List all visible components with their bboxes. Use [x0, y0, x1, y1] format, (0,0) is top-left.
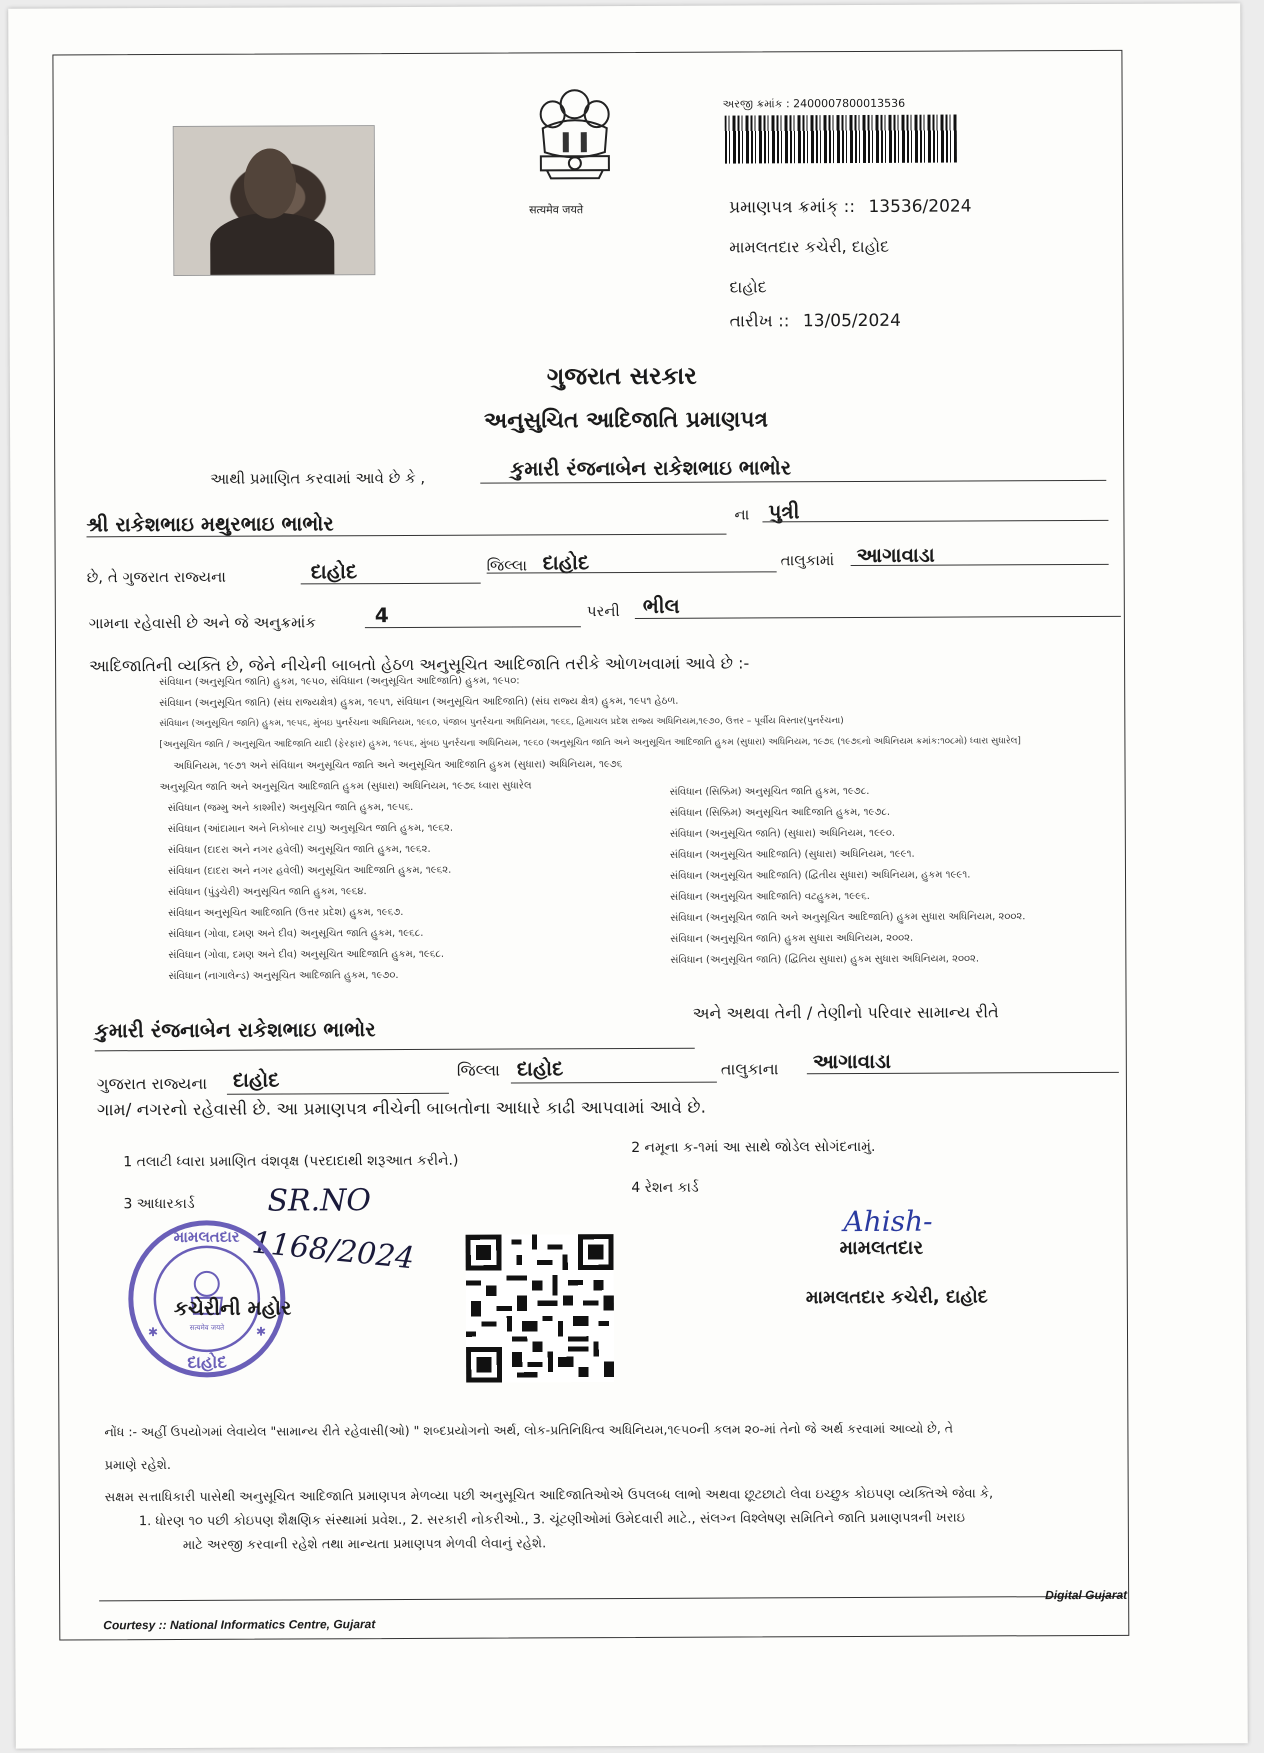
handwritten-serial-label: SR.NO [267, 1183, 372, 1219]
issuing-office: મામલતદાર કચેરી, દાહોદ [729, 236, 890, 257]
svg-text:✱: ✱ [147, 1325, 159, 1340]
applicant-name-repeat: કુમારી રંજનાબેન રાકેશભાઇ ભાભોર [94, 1017, 376, 1043]
orders-left-list [168, 797, 454, 987]
footer-courtesy: Courtesy :: National Informatics Centre, Gujarat [103, 1617, 376, 1633]
signatory-title: મામલતદાર [839, 1236, 924, 1260]
svg-text:✱: ✱ [255, 1324, 267, 1339]
order-line: સંવિધાન (અનુસૂચિત જાતિ) (દ્વિતિય સુધારા) હુકમ સુધારા અધિનિયમ, ૨૦૦૨. [670, 953, 980, 966]
issue-date: 13/05/2024 [802, 310, 901, 332]
orders-top-list [159, 668, 1021, 798]
seal-top-text: મામલતદાર [173, 1227, 240, 1246]
emblem-motto: सत्यमेव जयते [529, 203, 584, 217]
taluka-name: આગાવાડા [856, 542, 935, 567]
district-name: દાહોદ [542, 550, 590, 575]
taluka-label: તાલુકામાં [780, 551, 835, 570]
issue-date-label: તારીખ :: [729, 311, 790, 332]
village-name-2: દાહોદ [232, 1067, 280, 1092]
father-name: શ્રી રાકેશભાઇ મથુરભાઇ ભાભોર [86, 511, 334, 537]
of-label: ના [734, 505, 750, 524]
order-line: સંવિધાન (ગોવા, દમણ અને દીવ) અનુસૂચિત આદિજાતિ હુકમ, ૧૯૬૮. [168, 948, 445, 962]
instruction-line: 1. ધોરણ ૧૦ પછી કોઇપણ શૈક્ષણિક સંસ્થામાં પ્રવેશ., 2. સરકારી નોકરીઓ., 3. ચૂંટણીઓમાં ઉમેદવારી માટે., સંલગ્ન વિશ્લેષણ સમિતિને જાતિ પ્રમાણપત્રની ખરાઇ [138, 1510, 966, 1530]
order-line: સંવિધાન (અનુસૂચિત જાતિ) હુકમ સુધારા અધિનિયમ, ૨૦૦૨. [670, 932, 914, 945]
document-item: 1 તલાટી ધ્વારા પ્રમાણિત વંશવૃક્ષ (પરદાદાથી શરૂઆત કરીને.) [123, 1152, 459, 1171]
order-line: સંવિધાન (અનુસૂચિત જાતિ) હુકમ, ૧૯૫૦, સંવિધાન (અનુસૂચિત આદિજાતિ) હુકમ, ૧૯૫૦: [159, 675, 520, 689]
district-label: જિલ્લા [486, 556, 528, 575]
order-line: અનુસૂચિત જાતિ અને અનુસૂચિત આદિજાતિ હુકમ (સુધારા) અધિનિયમ, ૧૯૭૬ ધ્વારા સુધારેલ [159, 780, 532, 794]
basis-text: ગામ/ નગરનો રહેવાસી છે. આ પ્રમાણપત્ર નીચેની બાબતોના આધારે કાઢી આપવામાં આવે છે. [96, 1097, 707, 1121]
order-line: સંવિધાન (અનુસૂચિત જાતિ અને અનુસૂચિત આદિજાતિ) હુકમ સુધારા અધિનિયમ, ૨૦૦૨. [670, 911, 1026, 924]
serial-number: 4 [374, 603, 389, 628]
order-line: સંવિધાન (અનુસૂચિત જાતિ) હુકમ, ૧૯૫૬, મુંબઇ પુનર્રચના અધિનિયમ, ૧૯૬૦, પંજાબ પુનર્રચના અધિનિયમ, ૧૯૬૬, હિમાચલ પ્રદેશ રાજ્ય અધિનિયમ,૧૯૭૦, ઉત્તર – પૂર્વીય વિસ્તાર(પુનર્રચના) [159, 716, 844, 730]
order-line: સંવિધાન (પુંડુચેરી) અનુસૂચિત જાતિ હુકમ, ૧૯૬૪. [168, 886, 367, 899]
order-line: [અનુસૂચિત જાતિ / અનુસૂચિત આદિજાતિ યાદી (ફેરફાર) હુકમ, ૧૯૫૬, મુંબઇ પુનર્રચના અધિનિયમ, ૧૯૬૦ (અનુસૂચિત જાતિ અને અનુસૂચિત આદિજાતિ હુકમ (સુધારા) અધિનિયમ, ૧૯૭૬ (૧૯૭૬નો અધિનિયમ ક્રમાંક:૧૦૮મો) ધ્વારા સુધારેલ] [159, 736, 1021, 751]
signatory-office: મામલતદાર કચેરી, દાહોદ [805, 1286, 988, 1309]
intro-text: આથી પ્રમાણિત કરવામાં આવે છે કે , [210, 468, 426, 488]
order-line: સંવિધાન (અનુસૂચિત જાતિ) (સંઘ રાજ્યક્ષેત્ર) હુકમ, ૧૯૫૧, સંવિધાન (અનુસૂચિત આદિજાતિ) (સંઘ રાજ્ય ક્ષેત્ર) હુકમ, ૧૯૫૧ હેઠળ. [159, 695, 679, 710]
seal-caption: કચેરીની મહોર [173, 1295, 292, 1320]
issuing-place: દાહોદ [729, 277, 767, 297]
district-name-2: દાહોદ [516, 1056, 564, 1081]
signature: Ahish- [843, 1204, 933, 1239]
handwritten-entry-number: 1168/2024 [250, 1225, 416, 1277]
order-line: સંવિધાન (દાદરા અને નગર હવેલી) અનુસૂચિત આદિજાતિ હુકમ, ૧૯૬૨. [167, 864, 452, 878]
document-item: 4 રેશન કાર્ડ [631, 1179, 699, 1196]
district-label-2: જિલ્લા [456, 1060, 500, 1080]
tribe-label: પરની [586, 602, 620, 621]
applicant-name: કુમારી રંજનાબેન રાકેશભાઇ ભાભોર [510, 455, 792, 481]
barcode [725, 115, 957, 164]
issue-date-row [730, 311, 901, 332]
instruction-line: સક્ષમ સત્તાધિકારી પાસેથી અનુસૂચિત આદિજાતિ પ્રમાણપત્ર મેળવ્યા પછી અનુસૂચિત આદિજાતિઓએ ઉપલબ્ધ લાભો અથવા છૂટછાટો લેવા ઇચ્છુક કોઇપણ વ્યક્તિએ જેવા કે, [104, 1486, 994, 1506]
state-label: છે, તે ગુજરાત રાજ્યના [86, 567, 226, 587]
certificate-number: 13536/2024 [868, 196, 972, 217]
instruction-line: માટે અરજી કરવાની રહેશે તથા માન્યતા પ્રમાણપત્ર મેળવી લેવાનું રહેશે. [182, 1536, 547, 1553]
certificate-number-row [729, 196, 972, 217]
order-line: સંવિધાન (નાગાલેન્ડ) અનુસૂચિત આદિજાતિ હુકમ, ૧૯૭૦. [168, 970, 399, 983]
order-line: સંવિધાન (અનુસૂચિત આદિજાતિ) વટહુકમ, ૧૯૯૬. [670, 890, 870, 903]
order-line: સંવિધાન (સિક્કિમ) અનુસૂચિત આદિજાતિ હુકમ, ૧૯૭૮. [669, 806, 891, 819]
note-line: નોંધ :- અહીં ઉપયોગમાં લેવાયેલ "સામાન્ય રીતે રહેવાસી(ઓ) " શબ્દપ્રયોગનો અર્થ, લોક-પ્રતિનિધિત્વ અધિનિયમ,૧૯૫૦ની કલમ ૨૦-માં તેનો જે અર્થ કરવામાં આવ્યો છે, તે [104, 1420, 954, 1440]
taluka-label-2: તાલુકાના [720, 1059, 779, 1079]
document-item: 2 નમૂના ક-૧માં આ સાથે જોડેલ સોગંદનામું. [631, 1138, 876, 1156]
government-title: ગુજરાત સરકાર [546, 361, 697, 391]
order-line: સંવિધાન (દાદરા અને નગર હવેલી) અનુસૂચિત જાતિ હુકમ, ૧૯૬૨. [167, 843, 431, 857]
taluka-name-2: આગાવાડા [812, 1048, 892, 1074]
state-emblem-icon [527, 82, 624, 202]
footer-brand: Digital Gujarat [1045, 1587, 1128, 1603]
order-line: સંવિધાન (અનુસૂચિત જાતિ) (સુધારા) અધિનિયમ, ૧૯૯૦. [669, 827, 896, 840]
tribe-name: ભીલ [642, 593, 680, 618]
order-line: સંવિધાન (સિક્કિમ) અનુસૂચિત જાતિ હુકમ, ૧૯૭૮. [669, 785, 870, 798]
certificate-page [8, 3, 1248, 1748]
order-line: સંવિધાન (આંદામાન અને નિકોબાર ટાપુ) અનુસૂચિત જાતિ હુકમ, ૧૯૬૨. [167, 822, 454, 836]
village-name: દાહોદ [310, 559, 358, 584]
applicant-photo [173, 125, 376, 276]
certificate-number-label: પ્રમાણપત્ર ક્રમાંક્ :: [729, 197, 856, 218]
order-line: અધિનિયમ, ૧૯૭૧ અને સંવિધાન અનુસૂચિત જાતિ અને અનુસૂચિત આદિજાતિ હુકમ (સુધારા) અધિનિયમ, ૧૯૭૬ [173, 759, 623, 772]
order-line: સંવિધાન (ગોવા, દમણ અને દીવ) અનુસૂચિત જાતિ હુકમ, ૧૯૬૮. [168, 927, 424, 941]
order-line: સંવિધાન (જમ્મુ અને કાશ્મીર) અનુસૂચિત જાતિ હુકમ, ૧૯૫૬. [167, 801, 414, 815]
resident-label: ગામના રહેવાસી છે અને જે અનુક્રમાંક [88, 613, 316, 633]
seal-bottom-text: દાહોદ [187, 1352, 227, 1373]
qr-code [466, 1234, 615, 1383]
order-line: સંવિધાન અનુસૂચિત આદિજાતિ (ઉત્તર પ્રદેશ) હુકમ, ૧૯૬૭. [168, 906, 404, 920]
order-line: સંવિધાન (અનુસૂચિત આદિજાતિ) (દ્વિતીય સુધારા) અધિનિયમ, હુકમ ૧૯૯૧. [669, 869, 971, 882]
state-label-2: ગુજરાત રાજ્યના [96, 1073, 208, 1094]
application-number: અરજી ક્રમાંક : 2400007800013536 [722, 96, 906, 111]
seal-motto: सत्यमेव जयते [189, 1323, 225, 1332]
certificate-title: અનુસુચિત આદિજાતિ પ્રમાણપત્ર [483, 407, 769, 434]
recognition-text: આદિજાતિની વ્યક્તિ છે, જેને નીચેની બાબતો હેઠળ અનુસૂચિત આદિજાતિ તરીકે ઓળખવામાં આવે છે :- [89, 653, 750, 676]
relation: પુત્રી [768, 499, 800, 524]
family-text: અને અથવા તેની / તેણીનો પરિવાર સામાન્ય રીતે [692, 1002, 999, 1023]
order-line: સંવિધાન (અનુસૂચિત આદિજાતિ) (સુધારા) અધિનિયમ, ૧૯૯૧. [669, 848, 915, 861]
orders-right-list [670, 780, 1026, 971]
note-line: પ્રમાણે રહેશે. [104, 1457, 171, 1474]
document-item: 3 આધારકાર્ડ [123, 1195, 195, 1213]
